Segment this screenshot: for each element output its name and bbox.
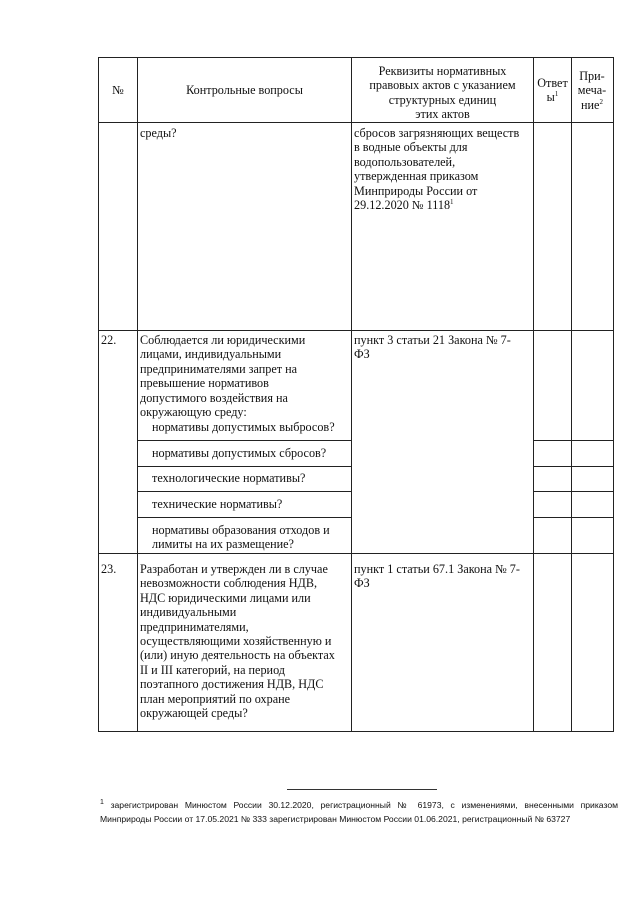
footnote-mark: 1 bbox=[554, 90, 559, 99]
row-23-number: 23. bbox=[101, 562, 117, 576]
row-22-subitem: нормативы допустимых выбросов? bbox=[152, 420, 335, 434]
header-requisites: Реквизиты нормативных правовых актов с указанием структурных единиц этих актов bbox=[369, 64, 516, 122]
row-22-subitem: нормативы образования отходов и лимиты на их размещение? bbox=[152, 523, 330, 552]
footnote-mark: 1 bbox=[100, 799, 104, 807]
header-number: № bbox=[112, 83, 124, 97]
row-22-subitem: нормативы допустимых сбросов? bbox=[152, 446, 327, 460]
row-22-requisites: пункт 3 статьи 21 Закона № 7- ФЗ bbox=[354, 333, 511, 362]
continuation-question: среды? bbox=[140, 126, 177, 140]
row-23-question: Разработан и утвержден ли в случае невозможности соблюдения НДВ, НДС юридическими лицами или индивидуальными предпринимателями, осуществляющими хозяйственную и (или) иную деятельность на объектах II и III категорий, на период поэтапного достижения НДВ, НДС план мероприятий по охране окружающей среды? bbox=[140, 562, 335, 721]
header-questions: Контрольные вопросы bbox=[186, 83, 303, 97]
footnote-text: зарегистрирован Минюстом России 30.12.2020, регистрационный № 61973, с изменениями, внесенными приказом Минприроды России от 17.05.2021 № 333 зарегистрирован Минюстом России 01.06.2021, регистрационный № 63727 bbox=[100, 800, 619, 824]
footnote bbox=[100, 798, 618, 826]
row-22-question: Соблюдается ли юридическими лицами, индивидуальными предпринимателями запрет на превышение нормативов допустимого воздействия на окружающую среду: bbox=[140, 333, 306, 420]
row-22-subitem: технологические нормативы? bbox=[152, 471, 306, 485]
row-22-number: 22. bbox=[101, 333, 117, 347]
header-notes: При- меча- ние$^2$ bbox=[577, 69, 607, 112]
header-answers: Ответ $ы^1$ bbox=[537, 76, 568, 105]
footnote-separator bbox=[287, 789, 437, 790]
row-22-subitem: технические нормативы? bbox=[152, 497, 283, 511]
row-23-requisites: пункт 1 статьи 67.1 Закона № 7- ФЗ bbox=[354, 562, 520, 591]
footnote-mark: 1 bbox=[450, 197, 454, 206]
footnote-mark: 2 bbox=[599, 97, 603, 106]
continuation-requisites: сбросов загрязняющих веществ в водные объекты для водопользователей, утвержденная приказом Минприроды России от 29.12.2020 № 1118$^1$ bbox=[354, 126, 520, 213]
